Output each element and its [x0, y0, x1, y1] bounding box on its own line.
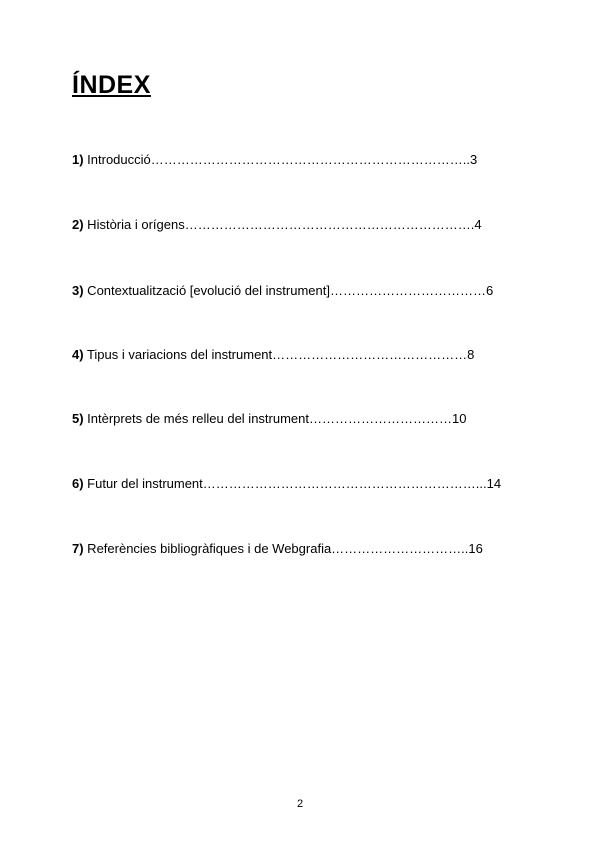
toc-entry-2 [72, 217, 482, 233]
toc-entry-text: Futur del instrument………………………………………………………...14 [83, 476, 502, 491]
toc-entry-text: Introducció………………………………………………………………..3 [83, 152, 478, 167]
toc-entry-text: Contextualització [evolució del instrument]………………………………6 [83, 283, 494, 298]
toc-entry-number: 2) [72, 217, 84, 232]
toc-entry-text: Referències bibliogràfiques i de Webgrafia…………………………..16 [83, 541, 483, 556]
toc-entry-3 [72, 283, 493, 299]
toc-entry-number: 3) [72, 283, 84, 298]
toc-entry-4 [72, 347, 474, 363]
page-title: ÍNDEX [72, 71, 151, 99]
toc-entry-text: Intèrprets de més relleu del instrument……………………………10 [83, 411, 467, 426]
toc-entry-text: Història i orígens………………………………………………………….4 [83, 217, 482, 232]
toc-entry-5 [72, 411, 466, 427]
toc-entry-7 [72, 541, 483, 557]
toc-entry-number: 6) [72, 476, 84, 491]
toc-entry-6 [72, 476, 501, 492]
toc-entry-number: 7) [72, 541, 84, 556]
toc-entry-number: 5) [72, 411, 84, 426]
page-number: 2 [296, 798, 304, 810]
toc-entry-text: Tipus i variacions del instrument………………………………………8 [83, 347, 475, 362]
toc-entry-number: 4) [72, 347, 84, 362]
toc-entry-1 [72, 152, 477, 168]
toc-entry-number: 1) [72, 152, 84, 167]
